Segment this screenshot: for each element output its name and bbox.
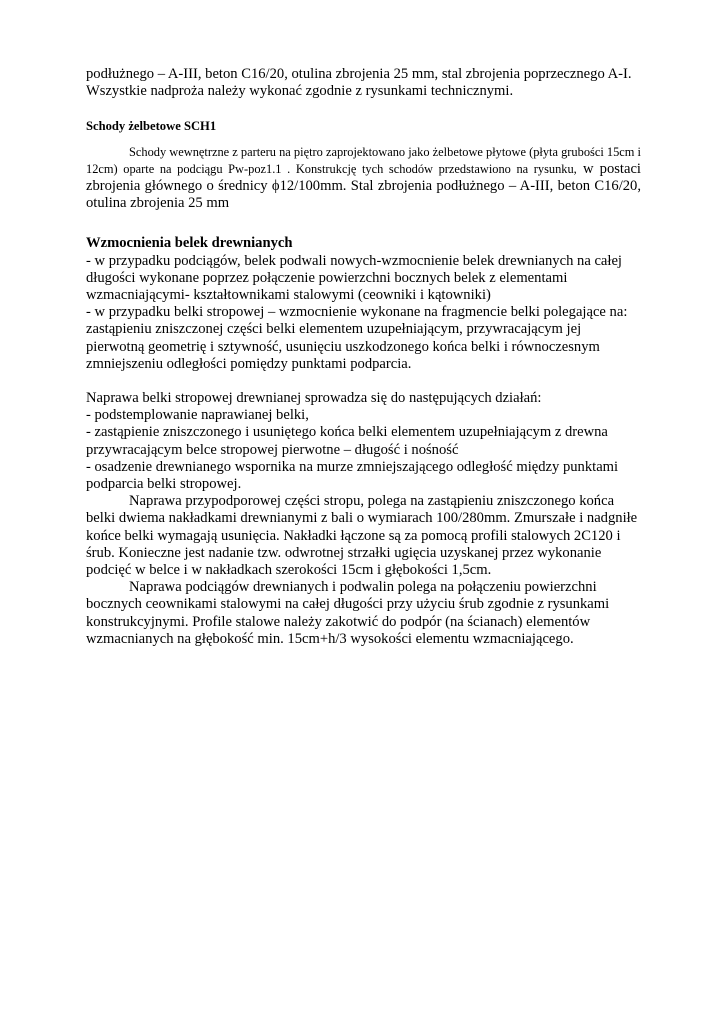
- repair-line: - podstemplowanie naprawianej belki,: [86, 407, 309, 424]
- intro-line-2: Wszystkie nadproża należy wykonać zgodnie z rysunkami technicznymi.: [86, 83, 514, 100]
- repair-paragraph-3-line: bocznych ceownikami stalowymi na całej długości przy użyciu śrub zgodnie z rysunkami: [86, 596, 610, 613]
- beams-line: długości wykonane poprzez połączenie powierzchni bocznych belek z elementami: [86, 269, 568, 286]
- repair-paragraph-3-line: wzmacnianych na głębokość min. 15cm+h/3 wysokości elementu wzmacniającego.: [86, 630, 574, 647]
- repair-paragraph-2-line: Naprawa przypodporowej części stropu, polega na zastąpieniu zniszczonego końca: [129, 493, 615, 510]
- repair-line: - osadzenie drewnianego wspornika na murze zmniejszającego odległość między punktami: [86, 458, 619, 475]
- stairs-paragraph-tail: w postaci zbrojenia głównego o średnicy ϕ12/100mm. Stal zbrojenia podłużnego – A-III, beton C16/20, otulina zbrojenia 25 mm: [86, 160, 641, 212]
- beams-line: zastąpieniu zniszczonej części belki elementem uzupełniającym, przywracającym jej: [86, 321, 582, 338]
- beams-line: wzmacniającymi- kształtownikami stalowymi (ceowniki i kątowniki): [86, 287, 491, 304]
- document-page: [86, 66, 641, 648]
- beams-line: zmniejszeniu odległości pomiędzy punktami podparcia.: [86, 355, 412, 372]
- paragraph-gap: [86, 373, 641, 390]
- repair-paragraph-3-line: konstrukcyjnymi. Profile stalowe należy zakotwić do podpór (na ścianach) elementów: [86, 613, 591, 630]
- repair-paragraph-2-line: belki dwiema nakładkami drewnianymi z bali o wymiarach 100/280mm. Zmurszałe i nadgniłe: [86, 510, 638, 527]
- beams-line: - w przypadku podciągów, belek podwali nowych-wzmocnienie belek drewnianych na całej: [86, 252, 622, 269]
- intro-line-1: podłużnego – A-III, beton C16/20, otulina zbrojenia 25 mm, stal zbrojenia poprzecznego A-I.: [86, 66, 632, 82]
- stairs-paragraph-small: Schody wewnętrzne z parteru na piętro zaprojektowano jako żelbetowe płytowe (płyta grubości 15cm i 12cm) oparte na podciągu Pw-poz1.1 . Konstrukcję tych schodów przedstawiono na rysunku,: [86, 144, 641, 176]
- repair-paragraph-2-line: podcięć w belce i w nakładkach szerokości 15cm i głębokości 1,5cm.: [86, 562, 492, 579]
- stairs-heading: Schody żelbetowe SCH1: [86, 119, 217, 134]
- stairs-paragraph: [86, 144, 641, 213]
- beams-line: pierwotną geometrię i sztywność, usunięciu uszkodzonego końca belki i równoczesnym: [86, 338, 600, 355]
- repair-paragraph-2-line: śrub. Konieczne jest nadanie tzw. odwrotnej strzałki ugięcia uzyskanej przez wykonanie: [86, 544, 602, 561]
- repair-line: - zastąpienie zniszczonego i usuniętego końca belki elementem uzupełniającym z drewna: [86, 424, 608, 441]
- repair-line: Naprawa belki stropowej drewnianej sprowadza się do następujących działań:: [86, 390, 542, 407]
- repair-paragraph-3-line: Naprawa podciągów drewnianych i podwalin polega na połączeniu powierzchni: [129, 579, 597, 596]
- repair-paragraph-2-line: końce belki wymagają usunięcia. Nakładki łączone są za pomocą profili stalowych 2C120 i: [86, 527, 621, 544]
- repair-line: przywracającym belce stropowej pierwotne – długość i nośność: [86, 441, 459, 458]
- beams-line: - w przypadku belki stropowej – wzmocnienie wykonane na fragmencie belki polegające na:: [86, 304, 628, 321]
- beams-heading: Wzmocnienia belek drewnianych: [86, 235, 293, 252]
- repair-line: podparcia belki stropowej.: [86, 476, 242, 493]
